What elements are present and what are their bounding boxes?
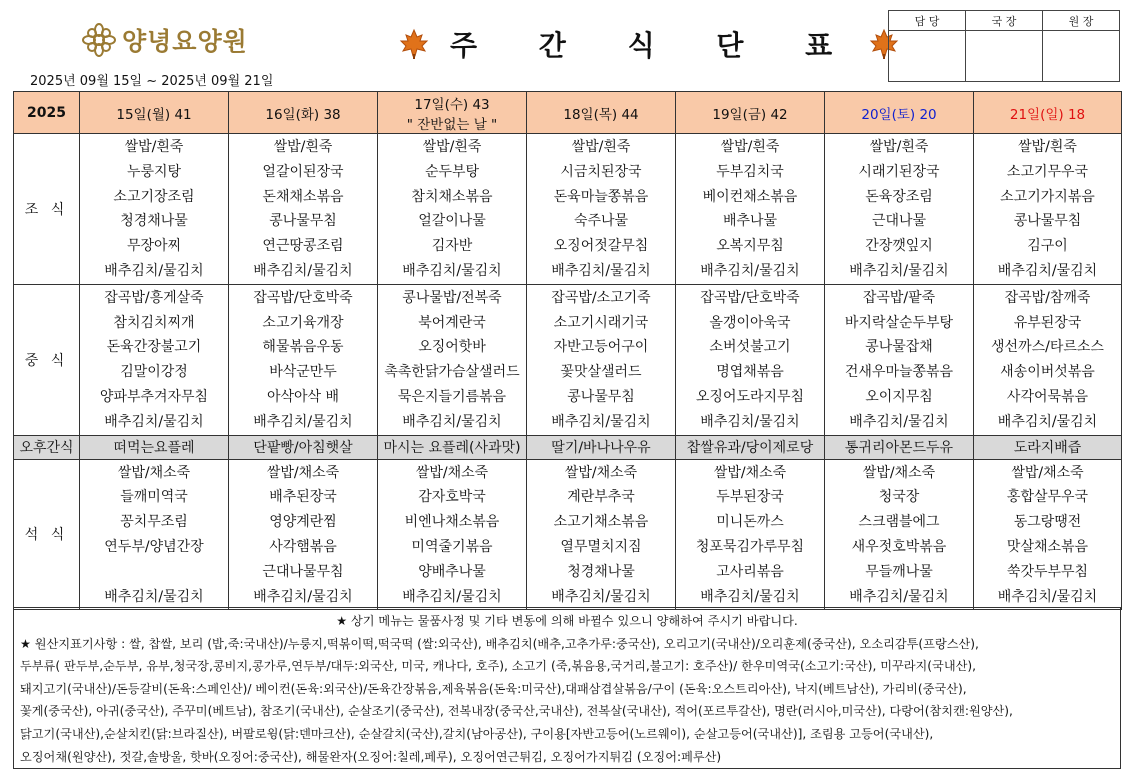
menu-item: 새우젓호박볶음 — [851, 538, 947, 555]
menu-item: 무들깨나물 — [865, 563, 933, 580]
snack-cell: 마시는 요플레(사과맛) — [378, 435, 527, 459]
breakfast-cell — [80, 134, 229, 285]
dinner-cell — [229, 459, 378, 610]
logo-text: 양녕요양원 — [122, 27, 248, 56]
menu-item: 소고기무우국 — [1006, 163, 1089, 180]
breakfast-cell — [378, 134, 527, 285]
menu-item: 얼갈이나물 — [418, 213, 486, 230]
meal-label: 오후간식 — [14, 435, 80, 459]
signature-slot[interactable] — [966, 31, 1043, 82]
menu-item: 배추김치/물김치 — [700, 588, 800, 605]
menu-item: 배추김치/물김치 — [551, 413, 651, 430]
day-header: 19일(금) 42 — [676, 92, 825, 134]
title-block — [398, 24, 900, 64]
snack-cell: 딸기/바나나우유 — [527, 435, 676, 459]
menu-item: 배추김치/물김치 — [849, 588, 949, 605]
menu-item: 영양계란찜 — [269, 514, 337, 531]
menu-item: 배추된장국 — [269, 489, 337, 506]
menu-item: 김자반 — [431, 238, 473, 255]
origin-line: 두부류( 판두부,순두부, 유부,청국장,콩비지,콩가루,연두부/대두:외국산, 미국, 캐나다, 호주), 소고기 (죽,볶음용,국거리,불고기: 호주산)/ 한우미역국(소고기:국산), 미꾸라지(국내산), — [20, 659, 976, 674]
menu-item: 비엔나채소볶음 — [404, 514, 500, 531]
menu-item: 배추김치/물김치 — [997, 413, 1098, 430]
menu-item: 새송이버섯볶음 — [1000, 364, 1095, 381]
menu-item: 고사리볶음 — [716, 563, 784, 580]
menu-item: 누룽지탕 — [126, 163, 182, 180]
menu-item: 잡곡밥/단호박죽 — [253, 289, 353, 306]
menu-item: 쌀밥/흰죽 — [869, 139, 929, 155]
day-header-label: 17일(수) 43 — [414, 96, 490, 113]
menu-item: 건새우마늘쫑볶음 — [844, 364, 954, 381]
menu-item: 계란부추국 — [567, 489, 635, 506]
dinner-cell — [527, 459, 676, 610]
menu-item: 참치채소볶음 — [411, 188, 493, 205]
menu-item: 사각햄볶음 — [269, 538, 337, 555]
menu-item: 콩나물무침 — [567, 388, 635, 405]
lunch-cell — [974, 284, 1122, 435]
menu-item: 청국장 — [878, 489, 920, 506]
menu-item: 배추김치/물김치 — [551, 588, 651, 605]
origin-line: 닭고기(국내산),순살치킨(닭:브라질산), 버팔로윙(닭:덴마크산), 순살갈치(국산),갈치(남아공산), 구이용[자반고등어(노르웨이), 순살고등어(국내산)], 조림용 고등어(국내산), — [20, 726, 934, 741]
breakfast-cell — [825, 134, 974, 285]
menu-item: 잡곡밥/팥죽 — [862, 289, 936, 306]
day-header: 18일(목) 44 — [527, 92, 676, 134]
flower-emblem-icon — [82, 23, 116, 57]
menu-item: 미역줄기볶음 — [411, 538, 493, 555]
menu-item: 꽁치무조림 — [120, 514, 188, 531]
menu-item: 청경채나물 — [120, 213, 188, 230]
dinner-row — [14, 459, 1122, 610]
dinner-cell — [825, 459, 974, 610]
dinner-cell — [974, 459, 1122, 610]
menu-item: 돈육마늘쫑볶음 — [553, 188, 649, 205]
menu-item: 감자호박국 — [418, 489, 486, 506]
menu-item: 잡곡밥/단호박죽 — [700, 289, 800, 306]
menu-item: 촉촉한닭가슴살샐러드 — [384, 364, 520, 381]
origin-line: 돼지고기(국내산)/돈등갈비(돈육:스페인산)/ 베이컨(돈육:외국산)/돈육간장볶음,제육볶음(돈육:미국산),대패삼겹살볶음/구이 (돈육:오스트리아산), 낙지(베트남산), 가리비(중국산), — [20, 681, 967, 696]
menu-item: 스크램블에그 — [858, 514, 940, 531]
menu-item: 쌀밥/흰죽 — [273, 139, 333, 155]
menu-item: 오이지무침 — [865, 388, 933, 405]
menu-item: 유부된장국 — [1013, 314, 1082, 331]
menu-item: 배추김치/물김치 — [104, 262, 204, 279]
menu-item: 북어계란국 — [418, 314, 486, 331]
menu-item: 배추김치/물김치 — [402, 413, 502, 430]
logo — [82, 20, 248, 60]
menu-item: 소고기장조림 — [113, 188, 195, 205]
menu-item: 꽃맛살샐러드 — [560, 364, 642, 381]
menu-item: 쌀밥/채소죽 — [564, 464, 638, 481]
lunch-cell — [676, 284, 825, 435]
menu-item: 김구이 — [1027, 238, 1068, 255]
menu-item: 쌀밥/채소죽 — [862, 464, 936, 481]
origin-line: 오징어채(원양산), 젓갈,솔방울, 핫바(오징어:중국산), 해물완자(오징어:칠레,페루), 오징어연근튀김, 오징어가지튀김 (오징어:페루산) — [20, 749, 722, 764]
menu-item: 들깨미역국 — [120, 489, 188, 506]
menu-item: 콩나물무침 — [269, 213, 337, 230]
signature-slot[interactable] — [889, 31, 966, 82]
menu-item: 배추김치/물김치 — [700, 262, 800, 279]
menu-item: 맛살채소볶음 — [1006, 538, 1089, 555]
menu-item: 얼갈이된장국 — [262, 163, 344, 180]
snack-cell: 통귀리아몬드두유 — [825, 435, 974, 459]
header-row — [14, 92, 1122, 134]
approval-label: 담 당 — [889, 11, 966, 31]
menu-item: 배추김치/물김치 — [104, 413, 204, 430]
menu-item: 콩나물밥/전복죽 — [402, 289, 502, 306]
menu-item: 배추김치/물김치 — [849, 413, 949, 430]
menu-item: 두부김치국 — [716, 163, 784, 180]
dinner-cell — [80, 459, 229, 610]
menu-item: 배추김치/물김치 — [253, 413, 353, 430]
menu-item: 참치김치찌개 — [113, 314, 195, 331]
origin-line: 꽃게(중국산), 아귀(중국산), 주꾸미(베트남), 참조기(국내산), 순살조기(중국산), 전복내장(중국산,국내산), 전복살(국내산), 적어(포르투갈산), 명란(러시아,미국산), 다랑어(참치캔:원양산), — [20, 704, 1013, 719]
breakfast-cell — [229, 134, 378, 285]
menu-item: 소버섯불고기 — [709, 339, 791, 356]
menu-item: 쌀밥/흰죽 — [422, 139, 482, 155]
menu-item: 바삭군만두 — [269, 364, 337, 381]
menu-item: 동그랑땡전 — [1013, 514, 1082, 531]
maple-leaf-icon — [398, 28, 430, 60]
day-header-sunday: 21일(일) 18 — [974, 92, 1122, 134]
menu-item: 청포묵김가루무침 — [695, 538, 805, 555]
menu-item: 홍합살무우국 — [1006, 489, 1089, 506]
approval-label: 국 장 — [966, 11, 1043, 31]
menu-item: 쌀밥/흰죽 — [720, 139, 780, 155]
lunch-row — [14, 284, 1122, 435]
menu-item: 돈육장조림 — [865, 188, 933, 205]
day-header: 16일(화) 38 — [229, 92, 378, 134]
menu-item: 올갱이아욱국 — [709, 314, 791, 331]
lunch-cell — [527, 284, 676, 435]
menu-item: 연두부/양념간장 — [104, 538, 204, 555]
menu-item: 자반고등어구이 — [553, 339, 649, 356]
menu-item: 쌀밥/흰죽 — [124, 139, 184, 155]
menu-item: 콩나물잡채 — [865, 339, 933, 356]
menu-item: 쌀밥/채소죽 — [117, 464, 191, 481]
menu-item: 사각어묵볶음 — [1006, 388, 1089, 405]
lunch-cell — [378, 284, 527, 435]
menu-item: 배추김치/물김치 — [997, 262, 1098, 279]
menu-item: 두부된장국 — [716, 489, 784, 506]
menu-item: 배추김치/물김치 — [253, 588, 353, 605]
menu-item: 잡곡밥/참깨죽 — [1004, 289, 1091, 306]
breakfast-cell — [527, 134, 676, 285]
menu-item: 무장아찌 — [126, 238, 182, 255]
menu-item: 소고기가지볶음 — [1000, 188, 1095, 205]
menu-item: 순두부탕 — [424, 163, 480, 180]
menu-item: 배추김치/물김치 — [402, 588, 502, 605]
menu-item: 간장깻잎지 — [865, 238, 933, 255]
snack-cell: 도라지배즙 — [974, 435, 1122, 459]
lunch-cell — [80, 284, 229, 435]
approval-label: 원 장 — [1043, 11, 1120, 31]
menu-item: 양배추나물 — [418, 563, 486, 580]
menu-item: 배추김치/물김치 — [700, 413, 800, 430]
menu-item: 잡곡밥/소고기죽 — [551, 289, 651, 306]
day-header-saturday: 20일(토) 20 — [825, 92, 974, 134]
menu-item: 배추김치/물김치 — [997, 588, 1098, 605]
menu-item: 시금치된장국 — [560, 163, 642, 180]
snack-row — [14, 435, 1122, 459]
meal-label: 중 식 — [14, 284, 80, 435]
snack-cell: 단팥빵/아침햇살 — [229, 435, 378, 459]
meal-label: 조 식 — [14, 134, 80, 285]
menu-item: 김말이강정 — [120, 364, 188, 381]
menu-item: 배추김치/물김치 — [104, 588, 204, 605]
menu-item: 배추김치/물김치 — [849, 262, 949, 279]
menu-item: 쌀밥/흰죽 — [571, 139, 631, 155]
menu-item: 오징어도라지무침 — [695, 388, 805, 405]
date-range: 2025년 09월 15일 ~ 2025년 09월 21일 — [30, 74, 274, 89]
notice-text: ★ 상기 메뉴는 물품사정 및 기타 변동에 의해 바뀔수 있으니 양해하여 주시기 바랍니다. — [336, 614, 798, 628]
menu-item: 해물볶음우동 — [262, 339, 344, 356]
menu-item: 청경채나물 — [567, 563, 635, 580]
menu-item: 아삭아삭 배 — [266, 388, 340, 405]
snack-cell: 떠먹는요플레 — [80, 435, 229, 459]
breakfast-cell — [974, 134, 1122, 285]
menu-item: 숙주나물 — [573, 213, 629, 230]
notes-box — [13, 607, 1121, 769]
menu-item: 쌀밥/채소죽 — [713, 464, 787, 481]
dinner-cell — [676, 459, 825, 610]
menu-item: 콩나물무침 — [1013, 213, 1082, 230]
menu-item: 쌀밥/채소죽 — [1011, 464, 1084, 481]
menu-item: 돈육간장불고기 — [106, 339, 202, 356]
menu-item — [80, 560, 228, 585]
origin-line: ★ 원산지표기사항 : 쌀, 찹쌀, 보리 (밥,죽:국내산)/누룽지,떡볶이떡,떡국떡 (쌀:외국산), 배추김치(배추,고추가루:중국산), 오리고기(국내산)/오리훈제(중국산), 오소리감투(프랑스산), — [20, 636, 979, 651]
menu-table — [13, 91, 1122, 610]
menu-item: 시래기된장국 — [858, 163, 940, 180]
menu-item: 쑥갓두부무침 — [1006, 563, 1089, 580]
day-header — [378, 92, 527, 134]
menu-item: 배추김치/물김치 — [253, 262, 353, 279]
menu-item: 돈채채소볶음 — [262, 188, 344, 205]
menu-item: 열무멸치지짐 — [560, 538, 642, 555]
signature-slot[interactable] — [1043, 31, 1120, 82]
menu-item: 쌀밥/채소죽 — [415, 464, 489, 481]
menu-item: 미니돈까스 — [716, 514, 784, 531]
menu-item: 잡곡밥/흥게살죽 — [104, 289, 204, 306]
menu-item: 베이컨채소볶음 — [702, 188, 798, 205]
day-header-note: " 잔반없는 날 " — [406, 116, 498, 133]
dinner-cell — [378, 459, 527, 610]
snack-cell: 찹쌀유과/당이제로당 — [676, 435, 825, 459]
day-header: 15일(월) 41 — [80, 92, 229, 134]
menu-item: 소고기채소볶음 — [553, 514, 649, 531]
menu-item: 배추김치/물김치 — [551, 262, 651, 279]
menu-item: 연근땅콩조림 — [262, 238, 344, 255]
menu-item: 소고기시래기국 — [553, 314, 649, 331]
menu-item: 바지락살순두부탕 — [844, 314, 954, 331]
meal-label: 석 식 — [14, 459, 80, 610]
approval-box — [888, 10, 1120, 82]
menu-item: 생선까스/타르소스 — [991, 339, 1104, 356]
breakfast-cell — [676, 134, 825, 285]
breakfast-row — [14, 134, 1122, 285]
lunch-cell — [229, 284, 378, 435]
menu-item: 쌀밥/채소죽 — [266, 464, 340, 481]
menu-item: 배추김치/물김치 — [402, 262, 502, 279]
menu-item: 오징어젓갈무침 — [553, 238, 649, 255]
menu-item: 오징어핫바 — [418, 339, 486, 356]
menu-item: 명엽채볶음 — [716, 364, 784, 381]
menu-item: 묵은지들기름볶음 — [397, 388, 507, 405]
menu-item: 근대나물 — [871, 213, 927, 230]
menu-item: 근대나물무침 — [262, 563, 344, 580]
menu-item: 양파부추겨자무침 — [99, 388, 209, 405]
menu-item: 배추나물 — [722, 213, 778, 230]
year-cell: 2025 — [14, 92, 80, 134]
menu-item: 쌀밥/흰죽 — [1018, 139, 1077, 155]
page-title: 주 간 식 단 표 — [450, 29, 859, 62]
menu-item: 소고기육개장 — [262, 314, 344, 331]
lunch-cell — [825, 284, 974, 435]
menu-item: 오복지무침 — [716, 238, 784, 255]
